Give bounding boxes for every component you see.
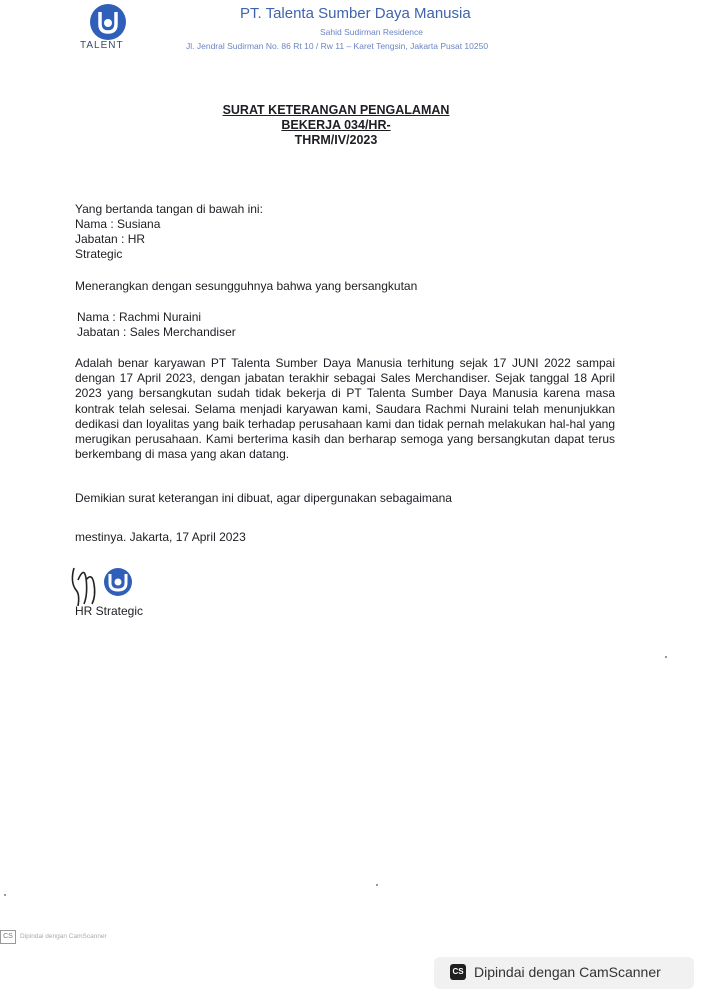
company-address: Jl. Jendral Sudirman No. 86 Rt 10 / Rw 11 – Karet Tengsin, Jakarta Pusat 10250 <box>186 41 489 51</box>
body-paragraph: Adalah benar karyawan PT Talenta Sumber Daya Manusia terhitung sejak 17 JUNI 2022 sampai dengan 17 April 2023, dengan jabatan terakhir sebagai Sales Merchandiser. Sejak tanggal 18 April 2023 yang bersangkutan sudah tidak bekerja di PT Talenta Sumber Daya Manusia karena masa kontrak telah selesai. Selama menjadi karyawan kami, Saudara Rachmi Nuraini telah menunjukkan dedikasi dan loyalitas yang baik terhadap perusahaan kami dan tidak pernah melakukan hal-hal yang merugikan perusahaan. Kami berterima kasih dan berharap semoga yang bersangkutan dapat terus berkembang di masa yang akan datang. <box>75 356 615 462</box>
scan-speck <box>665 656 667 658</box>
employee-position: Jabatan : Sales Merchandiser <box>77 325 236 339</box>
company-building: Sahid Sudirman Residence <box>320 27 424 37</box>
signer-intro: Yang bertanda tangan di bawah ini: <box>75 202 263 216</box>
scan-speck <box>4 894 6 896</box>
signer-position-cont: Strategic <box>75 247 123 261</box>
employee-name: Nama : Rachmi Nuraini <box>77 310 202 324</box>
signature-title: HR Strategic <box>75 604 144 618</box>
signer-position: Jabatan : HR <box>75 232 146 246</box>
camscanner-small-text: Dipindai dengan CamScanner <box>20 933 107 940</box>
letter-title <box>186 103 486 148</box>
signer-name: Nama : Susiana <box>75 217 161 231</box>
title-line-1: SURAT KETERANGAN PENGALAMAN <box>222 103 450 117</box>
camscanner-banner-text: Dipindai dengan CamScanner <box>474 964 661 980</box>
camscanner-icon: CS <box>450 964 466 980</box>
camscanner-small-icon: CS <box>0 930 16 944</box>
logo-label: TALENT <box>80 40 124 51</box>
scan-speck <box>376 884 378 886</box>
statement-line: Menerangkan dengan sesungguhnya bahwa yang bersangkutan <box>75 279 418 293</box>
date-line: mestinya. Jakarta, 17 April 2023 <box>75 530 246 544</box>
company-logo-icon <box>88 2 128 42</box>
closing-line: Demikian surat keterangan ini dibuat, agar dipergunakan sebagaimana <box>75 491 452 505</box>
company-name: PT. Talenta Sumber Daya Manusia <box>240 5 471 22</box>
title-line-2: BEKERJA 034/HR- <box>281 118 391 132</box>
title-line-3: THRM/IV/2023 <box>294 133 378 147</box>
